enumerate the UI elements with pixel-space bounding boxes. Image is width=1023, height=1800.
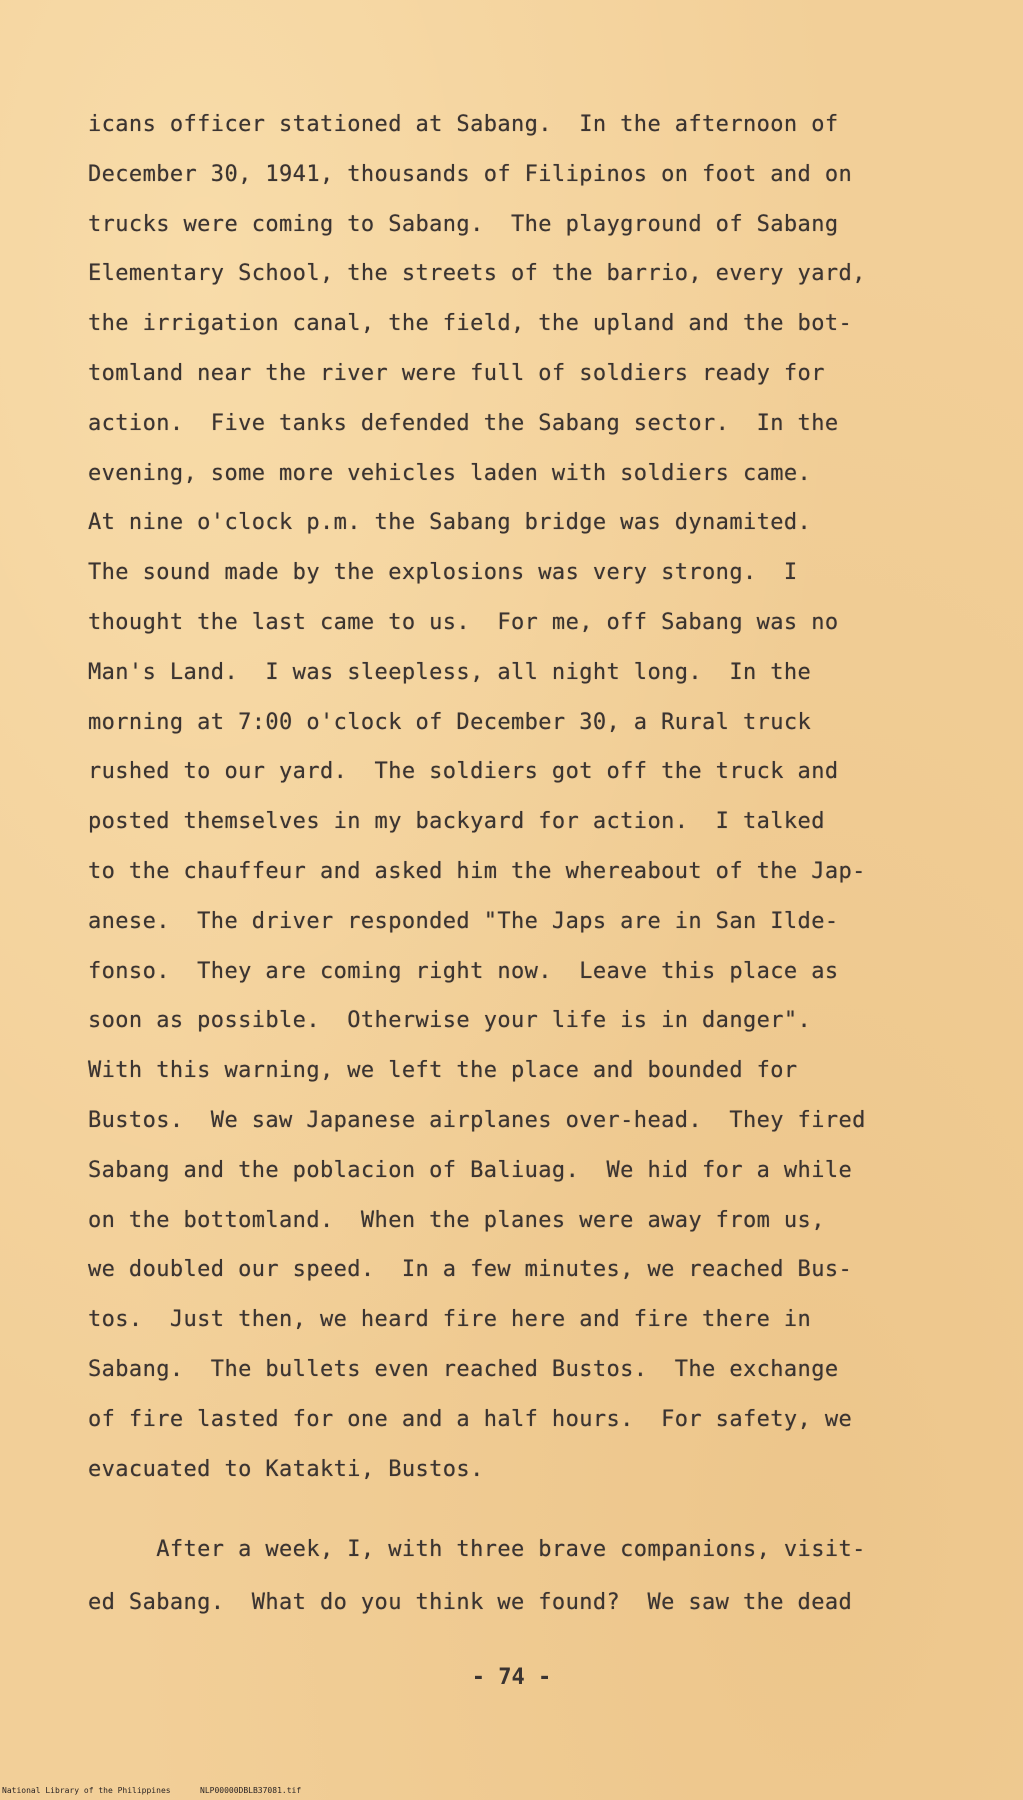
- text-line: the irrigation canal, the field, the upland and the bot-: [88, 311, 853, 336]
- text-line: At nine o'clock p.m. the Sabang bridge was dynamited.: [88, 510, 812, 535]
- text-line: Bustos. We saw Japanese airplanes over-head. They fired: [88, 1108, 866, 1133]
- text-line: soon as possible. Otherwise your life is in danger".: [88, 1008, 812, 1033]
- text-line: December 30, 1941, thousands of Filipinos on foot and on: [88, 162, 853, 187]
- text-line: of fire lasted for one and a half hours. For safety, we: [88, 1407, 853, 1432]
- footer-file-id: NLP00000DBLB37081.tif: [200, 1786, 302, 1795]
- text-line: posted themselves in my backyard for action. I talked: [88, 809, 825, 834]
- text-line: thought the last came to us. For me, off Sabang was no: [88, 610, 839, 635]
- text-line: action. Five tanks defended the Sabang sector. In the: [88, 411, 839, 436]
- text-line: trucks were coming to Sabang. The playground of Sabang: [88, 212, 839, 237]
- text-line: Elementary School, the streets of the barrio, every yard,: [88, 261, 866, 286]
- text-line: fonso. They are coming right now. Leave this place as: [88, 959, 839, 984]
- text-line: Man's Land. I was sleepless, all night long. In the: [88, 660, 812, 685]
- text-line: tos. Just then, we heard fire here and fire there in: [88, 1307, 812, 1332]
- text-line: evening, some more vehicles laden with soldiers came.: [88, 461, 812, 486]
- text-line: anese. The driver responded "The Japs are in San Ilde-: [88, 909, 839, 934]
- text-line: icans officer stationed at Sabang. In the afternoon of: [88, 112, 839, 137]
- text-line: to the chauffeur and asked him the whereabout of the Jap-: [88, 859, 866, 884]
- text-line: ed Sabang. What do you think we found? We saw the dead: [88, 1590, 853, 1615]
- text-line: tomland near the river were full of soldiers ready for: [88, 361, 825, 386]
- text-line: on the bottomland. When the planes were away from us,: [88, 1208, 825, 1233]
- page-number: - 74 -: [471, 1665, 552, 1690]
- text-line: Sabang and the poblacion of Baliuag. We hid for a while: [88, 1158, 853, 1183]
- text-line: we doubled our speed. In a few minutes, we reached Bus-: [88, 1257, 853, 1282]
- text-line: Sabang. The bullets even reached Bustos. The exchange: [88, 1357, 839, 1382]
- text-line: The sound made by the explosions was very strong. I: [88, 560, 798, 585]
- text-line: With this warning, we left the place and bounded for: [88, 1058, 798, 1083]
- footer-library-credit: National Library of the Philippines: [2, 1786, 171, 1795]
- text-line: After a week, I, with three brave companions, visit-: [88, 1537, 866, 1562]
- text-line: evacuated to Katakti, Bustos.: [88, 1457, 484, 1482]
- text-line: rushed to our yard. The soldiers got off the truck and: [88, 759, 839, 784]
- text-line: morning at 7:00 o'clock of December 30, a Rural truck: [88, 710, 812, 735]
